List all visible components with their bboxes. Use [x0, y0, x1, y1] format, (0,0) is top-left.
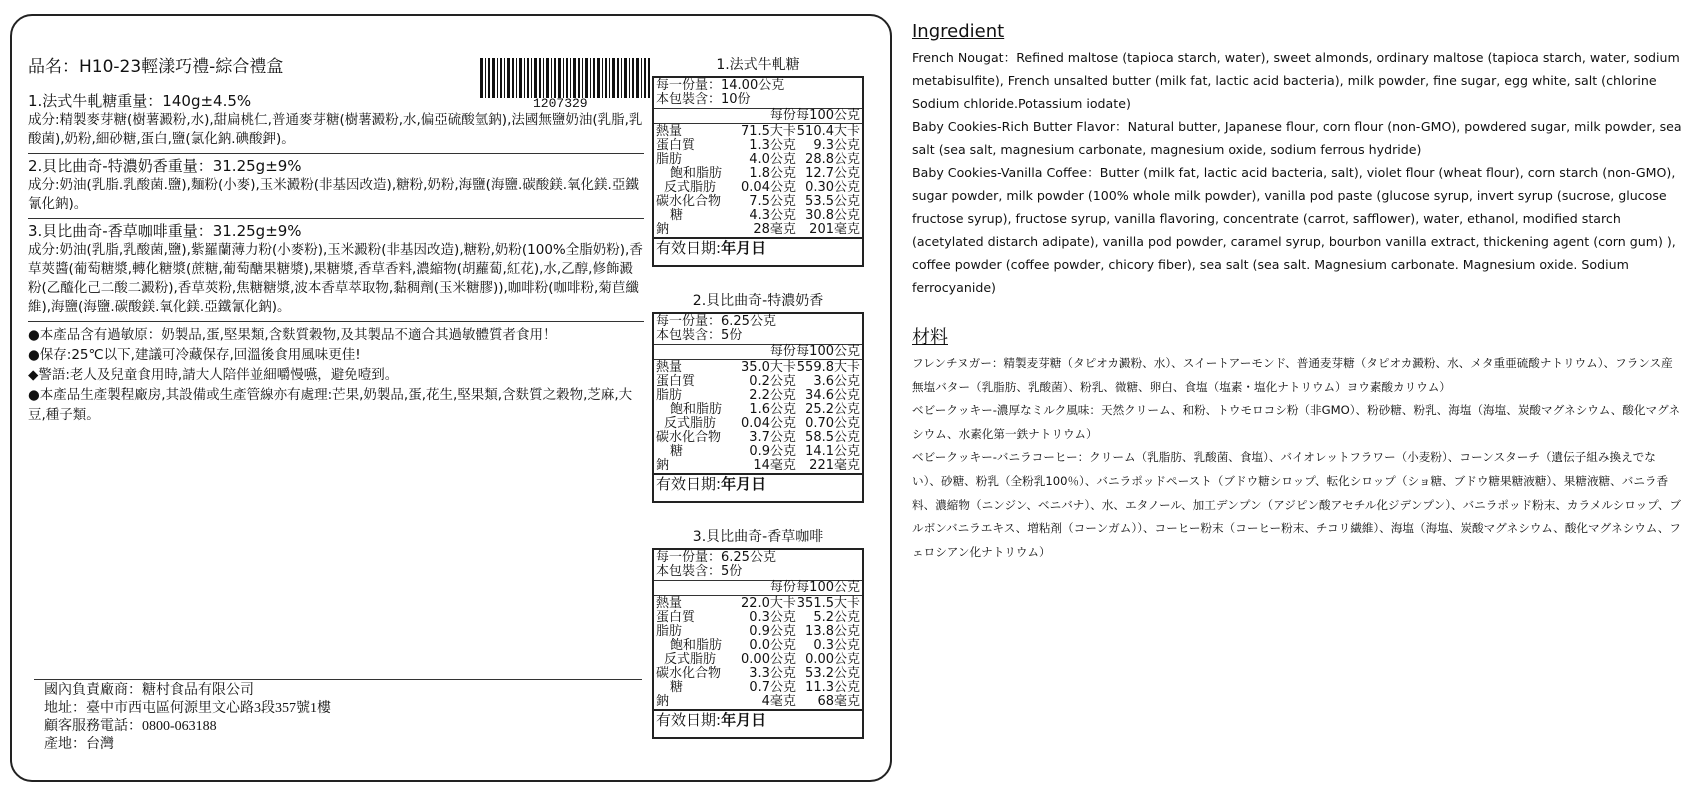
nutrient-name: 鈉 [656, 694, 670, 709]
nutrition-rows [654, 595, 862, 709]
expiry-box [652, 239, 864, 267]
company-info [44, 682, 644, 754]
per-serving-value: 0.9公克 [749, 444, 797, 459]
japanese-heading: 材料 [912, 327, 948, 348]
item-heading: 2.貝比曲奇-特濃奶香重量：31.25g±9% [28, 157, 302, 175]
nutrition-header [654, 78, 862, 109]
per-100g-value: 12.7公克 [805, 166, 861, 181]
per-100g-value: 559.8大卡 [796, 360, 860, 375]
nutrition-row [654, 459, 862, 473]
expiry-box [652, 711, 864, 739]
barcode-number: 1207329 [533, 96, 588, 111]
per-serving-value: 7.5公克 [749, 194, 796, 209]
nutrient-name: 碳水化合物 [656, 430, 722, 445]
per-serving-value: 0.04公克 [741, 416, 796, 431]
per-serving-value: 0.00公克 [741, 652, 796, 667]
nutrition-table-1 [652, 58, 864, 267]
per-100g-value: 68毫克 [817, 694, 860, 709]
ingredient-column [28, 56, 644, 425]
col-per-100g: 每100公克 [796, 344, 860, 359]
english-paragraph: Baby Cookies-Vanilla Coffee：Butter (milk fat, lactic acid bacteria, salt), violet flour (wheat flour), corn starch (non-GMO), sugar powder, milk powder (100% whole milk powder), vanilla pod paste (glucose syrup, invert syrup (sucrose, glucose fructose syrup), fructose syrup, vanilla flavoring, concentrate (carrot, safflower), water, ethanol, modified starch (acetylated distarch adipate), vanilla pod powder, caramel syrup, bourbon vanilla extract, thickening agent (corn gum) ), coffee powder (coffee powder, chicory fiber), sea salt (sea salt. Magnesium carbonate. Magnesium oxide. Sodium ferrocyanide) [912, 165, 1676, 295]
nutrition-row [654, 139, 862, 153]
nutrient-name: 蛋白質 [656, 374, 696, 389]
per-serving-value: 0.0公克 [749, 638, 797, 653]
expiry-label: 有效日期: [656, 475, 722, 493]
japanese-paragraph: フレンチヌガー：精製麦芽糖（タピオカ澱粉、水）、スイートアーモンド、普通麦芽糖（タピオカ澱粉、水、メタ重亜硫酸ナトリウム）、フランス産無塩バター（乳脂肪、乳酸菌）、粉乳、微糖、卵白、食塩（塩素・塩化ナトリウム）ヨウ素酸カリウム） [912, 356, 1673, 394]
nutrition-row [654, 681, 862, 695]
per-100g-value: 5.2公克 [813, 610, 860, 625]
company-divider [34, 679, 642, 680]
per-serving-value: 3.3公克 [749, 666, 796, 681]
nutrition-box [652, 76, 864, 239]
nutrient-name: 蛋白質 [656, 610, 696, 625]
nutrition-col-header [654, 345, 862, 359]
per-serving-value: 4.3公克 [749, 208, 797, 223]
facility-note: ●本產品生產製程廠房,其設備或生產管線亦有處理:芒果,奶製品,蛋,花生,堅果類,含麩質之穀物,芝麻,大豆,種子類。 [28, 387, 633, 423]
nutrition-row [654, 209, 862, 223]
nutrient-name: 脂肪 [656, 388, 683, 403]
nutrition-row [654, 639, 862, 653]
nutrition-row [654, 375, 862, 389]
per-100g-value: 201毫克 [809, 222, 860, 237]
per-serving-value: 0.9公克 [749, 624, 796, 639]
per-100g-value: 0.00公克 [805, 652, 861, 667]
nutrient-name: 飽和脂肪 [670, 402, 723, 417]
nutrient-name: 鈉 [656, 458, 670, 473]
nutrient-name: 熱量 [656, 124, 683, 139]
nutrition-rows [654, 123, 862, 237]
nutrition-row [654, 625, 862, 639]
nutrient-name: 脂肪 [656, 152, 683, 167]
nutrient-name: 反式脂肪 [664, 416, 717, 431]
english-paragraph: Baby Cookies-Rich Butter Flavor：Natural butter, Japanese flour, corn flour (non-GMO), powdered sugar, milk powder, sea salt (sea salt, magnesium carbonate, magnesium oxide, sodium ferrous hydride) [912, 119, 1682, 157]
nutrition-row [654, 167, 862, 181]
item-heading: 1.法式牛軋糖重量：140g±4.5% [28, 92, 252, 110]
per-serving-value: 4毫克 [761, 694, 796, 709]
japanese-ingredients [912, 326, 1682, 564]
nutrition-row [654, 195, 862, 209]
product-name: 品名：H10-23輕漾巧禮-綜合禮盒 [28, 57, 284, 77]
per-100g-value: 58.5公克 [805, 430, 860, 445]
per-100g-value: 510.4大卡 [796, 124, 860, 139]
col-per-100g: 每100公克 [796, 580, 860, 595]
expiry-value: 年月日 [721, 239, 767, 257]
nutrition-title: 2.貝比曲奇-特濃奶香 [692, 293, 824, 309]
nutrient-name: 熱量 [656, 360, 683, 375]
per-100g-value: 0.30公克 [805, 180, 861, 195]
nutrition-col-header [654, 581, 862, 595]
per-serving-value: 0.7公克 [749, 680, 797, 695]
per-100g-value: 34.6公克 [805, 388, 860, 403]
serving-size: 每一份量：6.25公克 [656, 550, 776, 565]
per-100g-value: 9.3公克 [813, 138, 860, 153]
nutrient-name: 鈉 [656, 222, 670, 237]
nutrition-box [652, 312, 864, 475]
nutrient-name: 反式脂肪 [664, 180, 717, 195]
col-per-serving: 每份 [769, 344, 796, 359]
nutrition-row [654, 597, 862, 611]
serving-count: 本包裝含：5份 [656, 564, 743, 579]
nutrition-header [654, 550, 862, 581]
per-serving-value: 0.04公克 [741, 180, 796, 195]
nutrition-row [654, 361, 862, 375]
nutrient-name: 反式脂肪 [664, 652, 717, 667]
per-100g-value: 53.2公克 [805, 666, 860, 681]
nutrient-name: 糖 [670, 208, 684, 223]
per-100g-value: 3.6公克 [813, 374, 860, 389]
per-100g-value: 53.5公克 [805, 194, 860, 209]
company-phone: 顧客服務電話：0800-063188 [44, 719, 217, 734]
per-100g-value: 14.1公克 [805, 444, 861, 459]
allergen-note: ●本產品含有過敏原：奶製品,蛋,堅果類,含麩質穀物,及其製品不適合其過敏體質者食用！ [28, 327, 557, 343]
nutrient-name: 蛋白質 [656, 138, 696, 153]
japanese-paragraph: ベビークッキー-バニラコーヒー：クリーム（乳脂肪、乳酸菌、食塩）、バイオレットフラワー（小麦粉）、コーンスターチ（遺伝子組み換えでない）、砂糖、粉乳（全粉乳100％）、バニラポッドペースト（ブドウ糖シロップ、転化シロップ（ショ糖、ブドウ糖果糖液糖）、果糖液糖、バニラ香料、濃縮物（ニンジン、ベニバナ）、水、エタノール、加工デンプン（アジピン酸アセチル化ジデンプン）、バニラポッド粉末、カラメルシロップ、ブルボンバニラエキス、増粘剤（コーンガム））、コーヒー粉末（コーヒー粉末、チコリ繊維）、海塩（海塩、炭酸マグネシウム、酸化マグネシウム、フェロシアン化ナトリウム） [912, 450, 1682, 559]
per-serving-value: 0.3公克 [749, 610, 796, 625]
col-per-100g: 每100公克 [796, 108, 860, 123]
nutrition-row [654, 417, 862, 431]
nutrition-table-2 [652, 294, 864, 503]
expiry-value: 年月日 [721, 475, 767, 493]
per-serving-value: 35.0大卡 [740, 360, 796, 375]
nutrition-header [654, 314, 862, 345]
nutrition-rows [654, 359, 862, 473]
warning-note: ◆警語:老人及兒童食用時,請大人陪伴並細嚼慢嚥，避免噎到。 [28, 367, 399, 383]
per-serving-value: 0.2公克 [749, 374, 796, 389]
nutrient-name: 糖 [670, 444, 684, 459]
per-serving-value: 14毫克 [753, 458, 796, 473]
per-serving-value: 1.8公克 [749, 166, 797, 181]
nutrition-col-header [654, 109, 862, 123]
nutrition-title: 1.法式牛軋糖 [716, 57, 800, 73]
nutrition-row [654, 125, 862, 139]
nutrition-row [654, 611, 862, 625]
per-serving-value: 22.0大卡 [740, 596, 796, 611]
nutrition-row [654, 181, 862, 195]
col-per-serving: 每份 [769, 580, 796, 595]
english-paragraph: French Nougat：Refined maltose (tapioca starch, water), sweet almonds, ordinary maltose (tapioca starch, water, sodium metabisulfite), French unsalted butter (milk fat, lactic acid bacteria), milk powder, fine sugar, egg white, salt (chlorine Sodium chloride.Potassium iodate) [912, 50, 1680, 111]
per-100g-value: 11.3公克 [805, 680, 861, 695]
expiry-label: 有效日期: [656, 239, 722, 257]
company-name: 國內負責廠商：糖村食品有限公司 [44, 683, 254, 698]
nutrition-row [654, 389, 862, 403]
nutrition-title: 3.貝比曲奇-香草咖啡 [692, 529, 824, 545]
nutrient-name: 飽和脂肪 [670, 638, 723, 653]
serving-size: 每一份量：6.25公克 [656, 314, 776, 329]
company-origin: 產地：台灣 [44, 737, 114, 752]
nutrient-name: 脂肪 [656, 624, 683, 639]
nutrient-name: 糖 [670, 680, 684, 695]
notes [28, 325, 644, 425]
nutrition-box [652, 548, 864, 711]
item-1 [28, 92, 644, 154]
nutrition-row [654, 695, 862, 709]
per-serving-value: 3.7公克 [749, 430, 796, 445]
nutrition-row [654, 153, 862, 167]
company-address: 地址：臺中市西屯區何源里文心路3段357號1樓 [44, 701, 331, 716]
item-3 [28, 222, 644, 322]
per-100g-value: 30.8公克 [805, 208, 861, 223]
item-2 [28, 157, 644, 219]
per-100g-value: 221毫克 [809, 458, 860, 473]
per-serving-value: 4.0公克 [749, 152, 796, 167]
serving-size: 每一份量：14.00公克 [656, 78, 785, 93]
per-serving-value: 28毫克 [753, 222, 796, 237]
item-ingredients: 成分:奶油(乳脂.乳酸菌.鹽),麵粉(小麥),玉米澱粉(非基因改造),糖粉,奶粉,海鹽(海鹽.碳酸鎂.氧化鎂.亞鐵氰化鈉)。 [28, 176, 644, 219]
nutrition-row [654, 667, 862, 681]
per-100g-value: 351.5大卡 [796, 596, 860, 611]
item-heading: 3.貝比曲奇-香草咖啡重量：31.25g±9% [28, 222, 302, 240]
per-100g-value: 28.8公克 [805, 152, 860, 167]
nutrient-name: 熱量 [656, 596, 683, 611]
storage-note: ●保存:25℃以下,建議可冷藏保存,回溫後食用風味更佳! [28, 347, 361, 363]
serving-count: 本包裝含：10份 [656, 92, 751, 107]
per-serving-value: 2.2公克 [749, 388, 796, 403]
nutrition-row [654, 223, 862, 237]
expiry-value: 年月日 [721, 711, 767, 729]
per-serving-value: 71.5大卡 [740, 124, 796, 139]
nutrition-row [654, 445, 862, 459]
nutrient-name: 碳水化合物 [656, 666, 722, 681]
per-serving-value: 1.6公克 [749, 402, 797, 417]
nutrition-row [654, 653, 862, 667]
per-100g-value: 25.2公克 [805, 402, 861, 417]
nutrient-name: 碳水化合物 [656, 194, 722, 209]
serving-count: 本包裝含：5份 [656, 328, 743, 343]
per-100g-value: 0.3公克 [813, 638, 861, 653]
nutrition-table-3 [652, 530, 864, 739]
english-heading: Ingredient [912, 21, 1005, 42]
item-ingredients: 成分:奶油(乳脂,乳酸菌,鹽),紫羅蘭薄力粉(小麥粉),玉米澱粉(非基因改造),糖粉,奶粉(100%全脂奶粉),香草莢醬(葡萄糖漿,轉化糖漿(蔗糖,葡萄醣果糖漿),果糖漿,香草香料,濃縮物(胡蘿蔔,紅花),水,乙醇,修飾澱粉(乙醯化己二酸二澱粉),香草莢粉,焦糖糖漿,波本香草萃取物,黏稠劑(玉米糖膠)),咖啡粉(咖啡粉,菊苣纖維),海鹽(海鹽.碳酸鎂.氧化鎂.亞鐵氰化鈉)。 [28, 241, 644, 322]
nutrition-row [654, 431, 862, 445]
per-serving-value: 1.3公克 [749, 138, 796, 153]
nutrient-name: 飽和脂肪 [670, 166, 723, 181]
item-ingredients: 成分:精製麥芽糖(樹薯澱粉,水),甜扁桃仁,普通麥芽糖(樹薯澱粉,水,偏亞硫酸氫鈉),法國無鹽奶油(乳脂,乳酸菌),奶粉,細砂糖,蛋白,鹽(氯化鈉.碘酸鉀)。 [28, 111, 644, 154]
per-100g-value: 0.70公克 [805, 416, 861, 431]
col-per-serving: 每份 [769, 108, 796, 123]
english-ingredients [912, 20, 1682, 299]
japanese-paragraph: ベビークッキー-濃厚なミルク風味：天然クリーム、和粉、トウモロコシ粉（非GMO）、粉砂糖、粉乳、海塩（海塩、炭酸マグネシウム、酸化マグネシウム、水素化第一鉄ナトリウム） [912, 403, 1681, 441]
expiry-label: 有效日期: [656, 711, 722, 729]
nutrition-row [654, 403, 862, 417]
per-100g-value: 13.8公克 [805, 624, 860, 639]
expiry-box [652, 475, 864, 503]
